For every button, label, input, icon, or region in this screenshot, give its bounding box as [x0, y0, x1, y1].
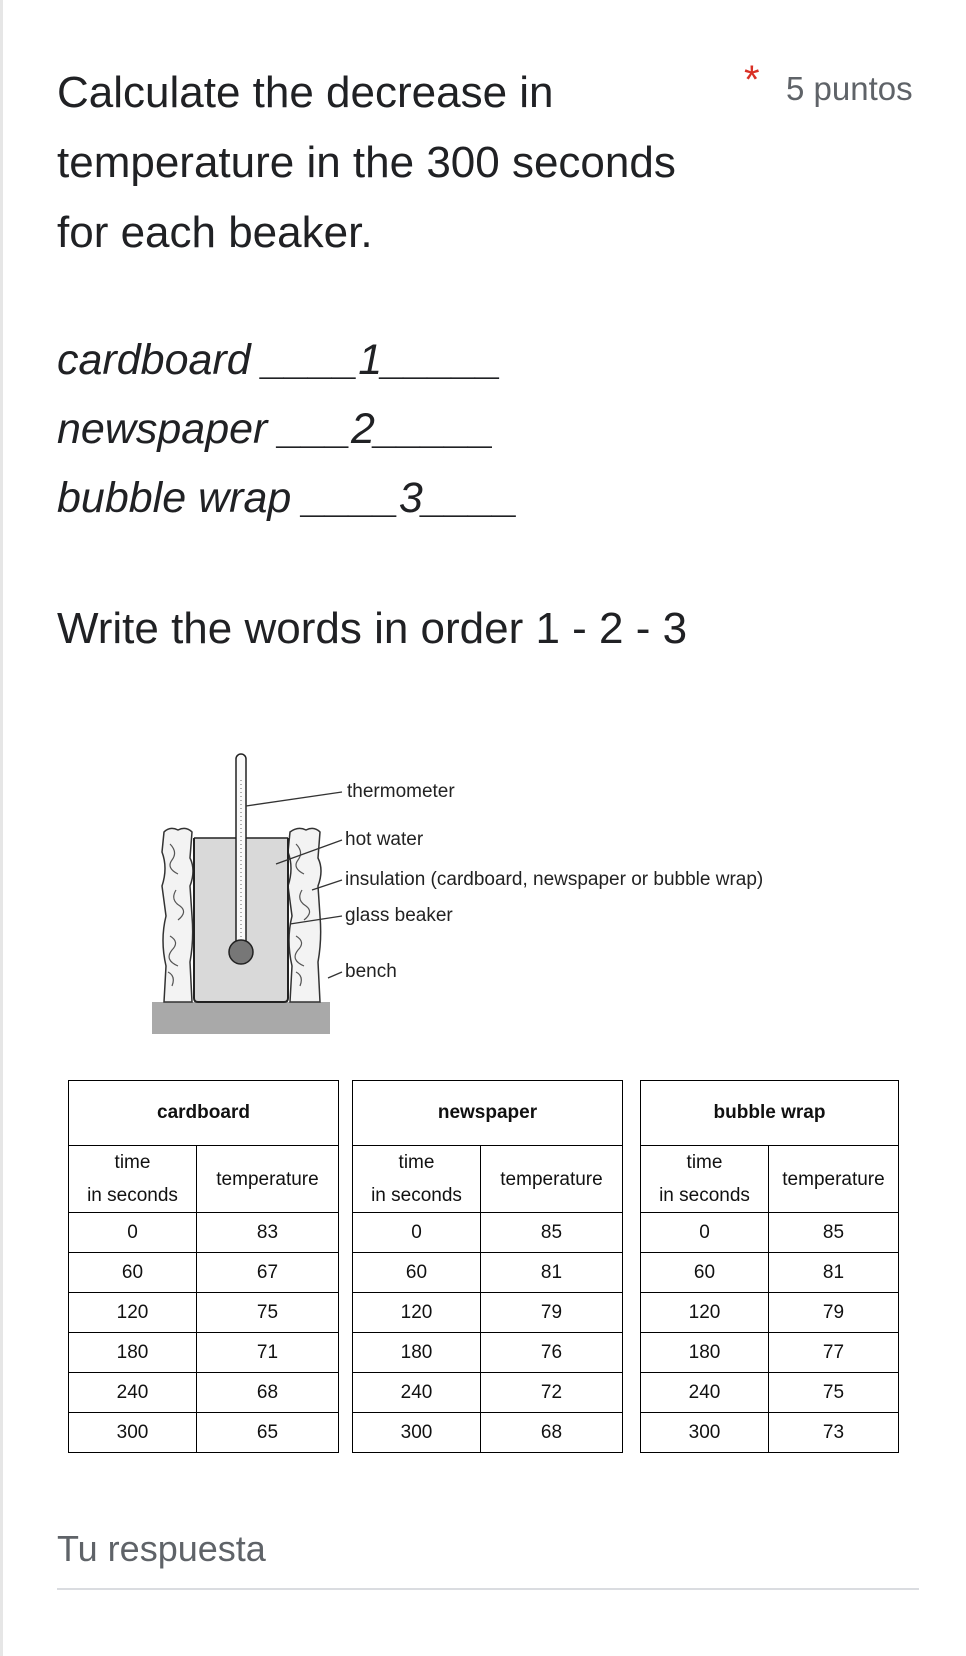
table-row: 240 72: [353, 1373, 623, 1413]
table-row: 300 73: [641, 1413, 899, 1453]
line-cardboard: cardboard ____1_____: [57, 336, 502, 384]
table-row: 180 76: [353, 1333, 623, 1373]
table-row: 180 71: [69, 1333, 339, 1373]
instruction-text: Write the words in order 1 - 2 - 3: [57, 604, 688, 653]
table-row: 300 65: [69, 1413, 339, 1453]
table-cardboard: [68, 1080, 339, 1453]
col-header-time: time in seconds: [69, 1146, 197, 1213]
col-header-time: time in seconds: [353, 1146, 481, 1213]
label-insulation: insulation (cardboard, newspaper or bubble wrap): [345, 869, 764, 890]
label-thermometer: thermometer: [347, 781, 455, 802]
table-row: 60 81: [353, 1253, 623, 1293]
line-newspaper: newspaper ___2_____: [57, 405, 495, 453]
fill-in-lines: [57, 326, 518, 533]
col-header-temperature: temperature: [769, 1146, 899, 1213]
table-row: 240 75: [641, 1373, 899, 1413]
table-title: bubble wrap: [641, 1081, 899, 1146]
table-bubble-wrap: [640, 1080, 899, 1453]
answer-underline[interactable]: [57, 1588, 919, 1590]
table-row: 60 81: [641, 1253, 899, 1293]
question-title: Calculate the decrease in temperature in the 300 seconds for each beaker.: [57, 68, 676, 257]
table-row: 300 68: [353, 1413, 623, 1453]
table-title: cardboard: [69, 1081, 339, 1146]
col-header-temperature: temperature: [197, 1146, 339, 1213]
leader-lines: [150, 740, 370, 1040]
table-row: 120 75: [69, 1293, 339, 1333]
col-header-temperature: temperature: [481, 1146, 623, 1213]
col-header-time: time in seconds: [641, 1146, 769, 1213]
table-title: newspaper: [353, 1081, 623, 1146]
label-hot-water: hot water: [345, 829, 424, 850]
table-row: 60 67: [69, 1253, 339, 1293]
answer-input[interactable]: Tu respuesta: [57, 1528, 266, 1569]
table-row: 0 85: [641, 1213, 899, 1253]
table-row: 0 83: [69, 1213, 339, 1253]
table-row: 180 77: [641, 1333, 899, 1373]
line-bubble-wrap: bubble wrap ____3____: [57, 474, 519, 522]
table-row: 0 85: [353, 1213, 623, 1253]
label-glass-beaker: glass beaker: [345, 905, 453, 926]
required-asterisk: *: [744, 58, 760, 102]
table-newspaper: [352, 1080, 623, 1453]
points-label: 5 puntos: [786, 70, 913, 107]
table-row: 120 79: [353, 1293, 623, 1333]
card-left-edge: [0, 0, 3, 1656]
table-row: 120 79: [641, 1293, 899, 1333]
table-row: 240 68: [69, 1373, 339, 1413]
label-bench: bench: [345, 961, 397, 982]
